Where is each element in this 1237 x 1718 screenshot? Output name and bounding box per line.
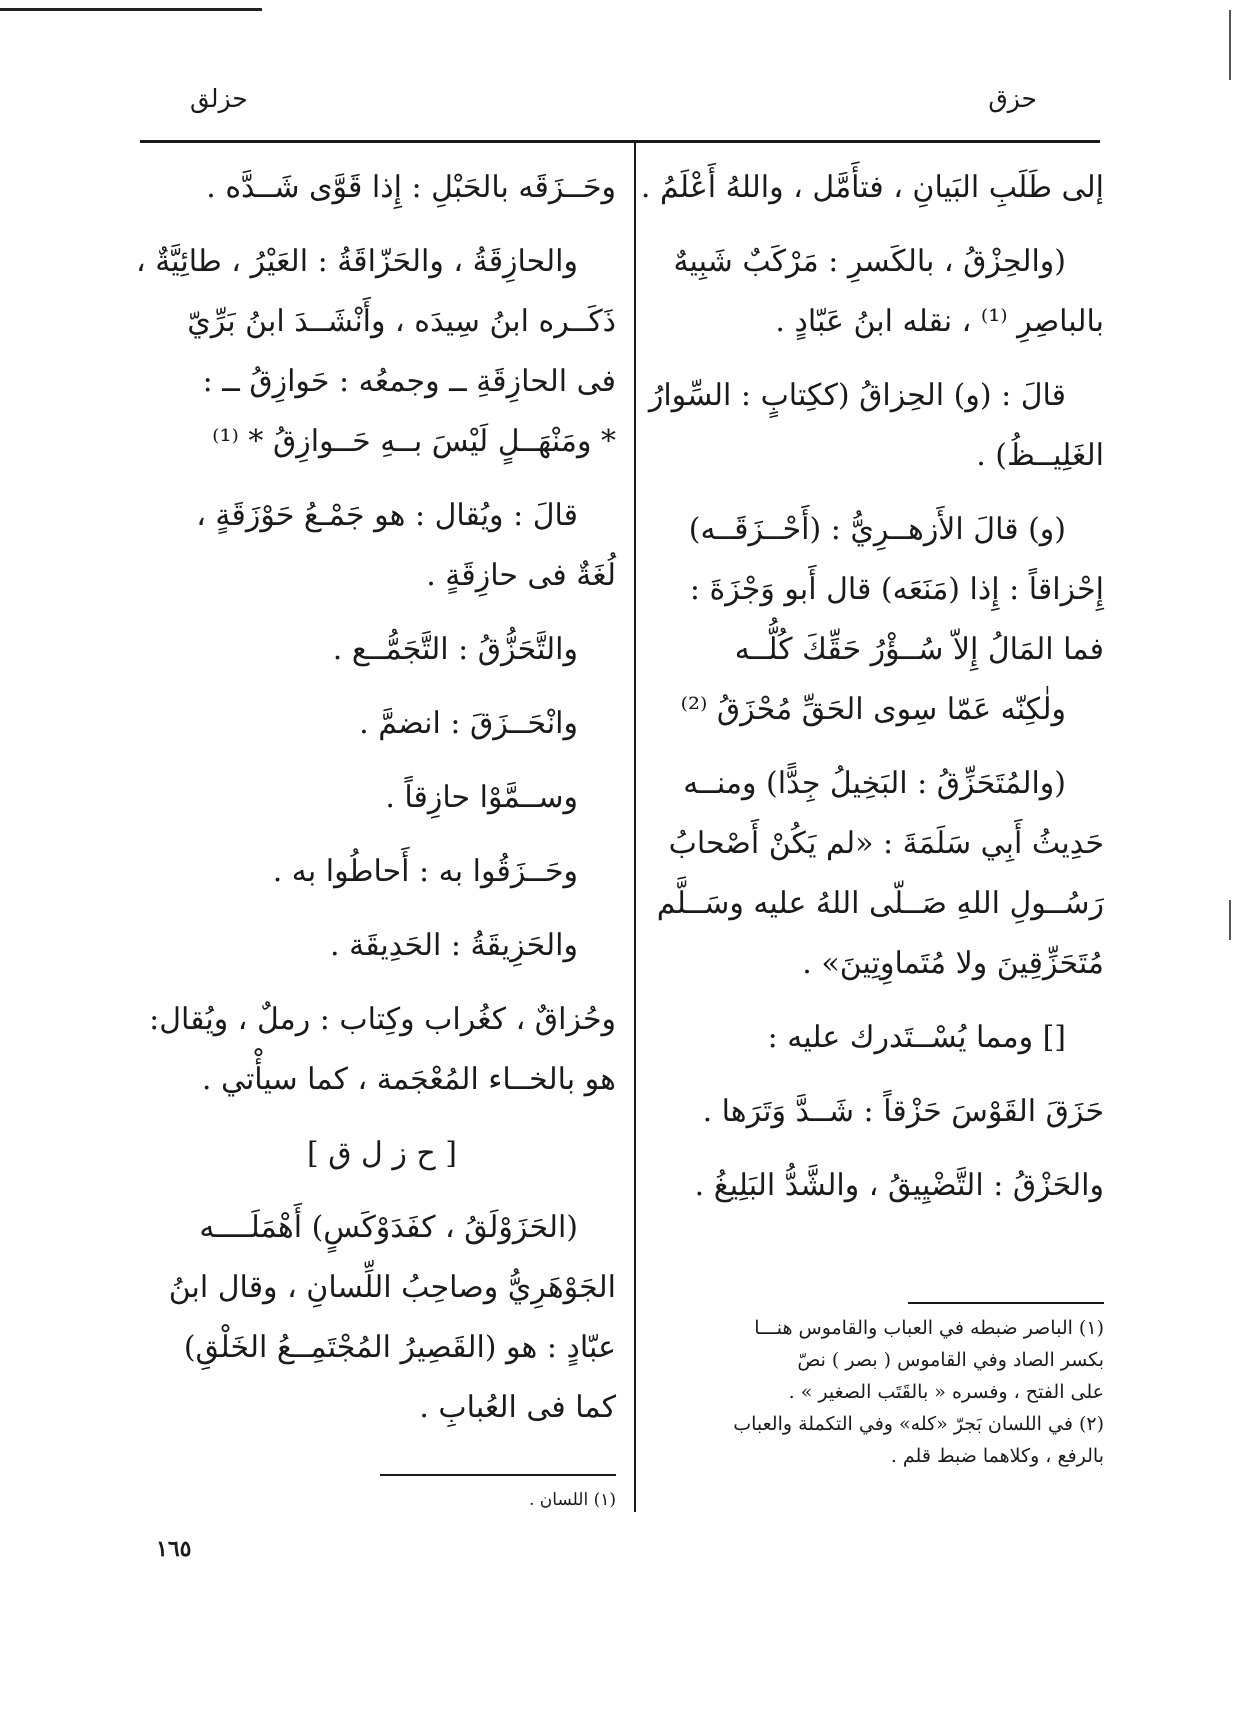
scan-mark xyxy=(1229,10,1231,80)
footnote-line: (٢) في اللسان بَجرّ «كله» وفي التكملة والعباب xyxy=(733,1413,1104,1435)
text-line: الغَلِيــظُ) . xyxy=(976,438,1104,473)
text-line: والحازِقَةُ ، والحَزّاقَةُ : العَيْرُ ، طائِيَّةٌ ، xyxy=(136,244,578,279)
text-line: فى الحازِقَةِ ــ وجمعُه : حَوازِقُ ــ : xyxy=(202,364,616,399)
text-line: إِحْزاقاً : إِذا (مَنَعَه) قال أَبو وَجْزَةَ : xyxy=(689,572,1104,607)
root-heading xyxy=(148,1124,616,1184)
entry-paragraph xyxy=(148,990,616,1110)
text-line: بالباصِرِ ⁽¹⁾ ، نقله ابنُ عَبّادٍ . xyxy=(775,304,1104,339)
footnotes-left xyxy=(380,1484,616,1516)
entry-paragraph xyxy=(640,158,1104,218)
text-line: وانْحَــزَقَ : انضمَّ . xyxy=(359,706,578,741)
entry-paragraph xyxy=(668,1082,1104,1142)
entry-paragraph xyxy=(148,694,616,754)
entry-paragraph xyxy=(136,232,616,472)
entry-paragraph xyxy=(148,842,616,902)
footnote-rule-left xyxy=(380,1474,616,1476)
scan-mark xyxy=(1229,900,1231,940)
text-line: قالَ : (و) الحِزاقُ (ككِتابٍ : السِّوارُ xyxy=(648,378,1066,413)
column-divider xyxy=(634,140,636,1512)
text-line: (و) قالَ الأَزهــرِيُّ : (أَحْــزَقَــه) xyxy=(688,512,1066,547)
text-line: عبّادٍ : هو (القَصِيرُ المُجْتَمِــعُ الخَلْقِ) xyxy=(183,1330,616,1365)
scan-edge-marks xyxy=(1227,0,1231,1718)
text-line: إلى طَلَبِ البَيانِ ، فتأَمَّل ، واللهُ أَعْلَمُ . xyxy=(640,170,1104,205)
header-rule xyxy=(140,140,1100,143)
footnote-line: بكسر الصاد وفي القاموس ( بصر ) نصّ xyxy=(797,1349,1104,1371)
footnote-rule-right xyxy=(908,1302,1104,1304)
text-line: والحَزْقُ : التَّضْيِيقُ ، والشَّدُّ البَلِيغُ . xyxy=(694,1168,1104,1203)
text-line: وحَــزَقُوا به : أَحاطُوا به . xyxy=(272,854,578,889)
text-line: لُغَةٌ فى حازِقَةٍ . xyxy=(426,558,616,593)
text-line: (الحَزَوْلَقُ ، كفَدَوْكَسٍ) أَهْمَلَــــه xyxy=(199,1210,578,1245)
text-line: حَدِيثُ أَبِي سَلَمَةَ : «لم يَكُنْ أَصْحابُ xyxy=(668,826,1104,861)
text-line: الجَوْهَرِيُّ وصاحِبُ اللِّسانِ ، وقال ابنُ xyxy=(168,1270,616,1305)
running-head-left: حزلق xyxy=(190,84,248,113)
text-line: [] ومما يُسْــتَدرك عليه : xyxy=(767,1020,1066,1055)
entry-paragraph xyxy=(148,768,616,828)
entry-paragraph xyxy=(668,1008,1104,1068)
text-line: وحُزاقٌ ، كغُراب وكِتاب : رملٌ ، ويُقال: xyxy=(149,1002,616,1037)
footnote-line: (١) الباصر ضبطه في العباب والقاموس هنـــا xyxy=(754,1317,1104,1339)
text-line: (والحِزْقُ ، بالكَسرِ : مَرْكَبٌ شَبِيهٌ xyxy=(673,244,1066,279)
footnote-line: (١) اللسان . xyxy=(529,1490,616,1510)
entry-paragraph xyxy=(148,916,616,976)
footnote-line: على الفتح ، وفسره « بالقَتَب الصغير » . xyxy=(788,1381,1104,1403)
entry-paragraph xyxy=(668,232,1104,352)
entry-paragraph xyxy=(148,620,616,680)
text-line: والتَّحَزُّقُ : التَّجَمُّــع . xyxy=(332,632,578,667)
entry-paragraph xyxy=(668,500,1104,740)
verse-line: * ومَنْهَــلٍ لَيْسَ بــهِ حَــوازِقُ * ⁽¹⁾ xyxy=(212,424,616,459)
footnotes-right xyxy=(668,1312,1104,1472)
text-line: والحَزِيقَةُ : الحَدِيقَة . xyxy=(330,928,578,963)
text-line: مُتَحَزِّقِينَ ولا مُتَماوِتِينَ» . xyxy=(802,946,1104,981)
footnote-line: بالرفع ، وكلاهما ضبط قلم . xyxy=(890,1445,1104,1467)
entry-paragraph xyxy=(148,1198,616,1438)
page-number: ١٦٥ xyxy=(156,1536,192,1562)
left-column xyxy=(136,158,616,1452)
text-line: (والمُتَحَزِّقُ : البَخِيلُ جِدًّا) ومنــه xyxy=(683,766,1066,801)
running-head-right: حزق xyxy=(988,84,1037,113)
text-line: وحَــزَقَه بالحَبْلِ : إِذا قَوَّى شَــدَّه . xyxy=(206,170,616,205)
entry-paragraph xyxy=(648,366,1104,486)
text-line: ذَكَــره ابنُ سِيدَه ، وأَنْشَــدَ ابنُ بَرِّيّ xyxy=(187,304,616,339)
text-line: وســمَّوْا حازِقاً . xyxy=(385,780,578,815)
verse-line: فما المَالُ إِلاّ سُــؤْرُ حَقِّكَ كُلُّــه xyxy=(734,632,1104,667)
text-line: حَزَقَ القَوْسَ حَزْقاً : شَــدَّ وَتَرَها . xyxy=(702,1094,1104,1129)
entry-paragraph xyxy=(668,1156,1104,1216)
text-line: كما فى العُبابِ . xyxy=(419,1390,616,1425)
text-line: هو بالخــاء المُعْجَمة ، كما سيأْتي . xyxy=(201,1062,616,1097)
text-line: قالَ : ويُقال : هو جَمْـعُ حَوْزَقَةٍ ، xyxy=(196,498,578,533)
entry-paragraph xyxy=(656,754,1104,994)
right-column xyxy=(640,158,1104,1230)
verse-line: ولٰكِنّه عَمّا سِوى الحَقِّ مُحْزَقُ ⁽²⁾ xyxy=(680,692,1066,727)
text-line: رَسُــولِ اللهِ صَــلّى اللهُ عليه وسَــلَّم xyxy=(656,886,1104,921)
entry-paragraph xyxy=(148,158,616,218)
entry-paragraph xyxy=(148,486,616,606)
top-edge-rule xyxy=(0,8,262,11)
root-heading-text: [ ح ز ل ق ] xyxy=(306,1136,457,1171)
